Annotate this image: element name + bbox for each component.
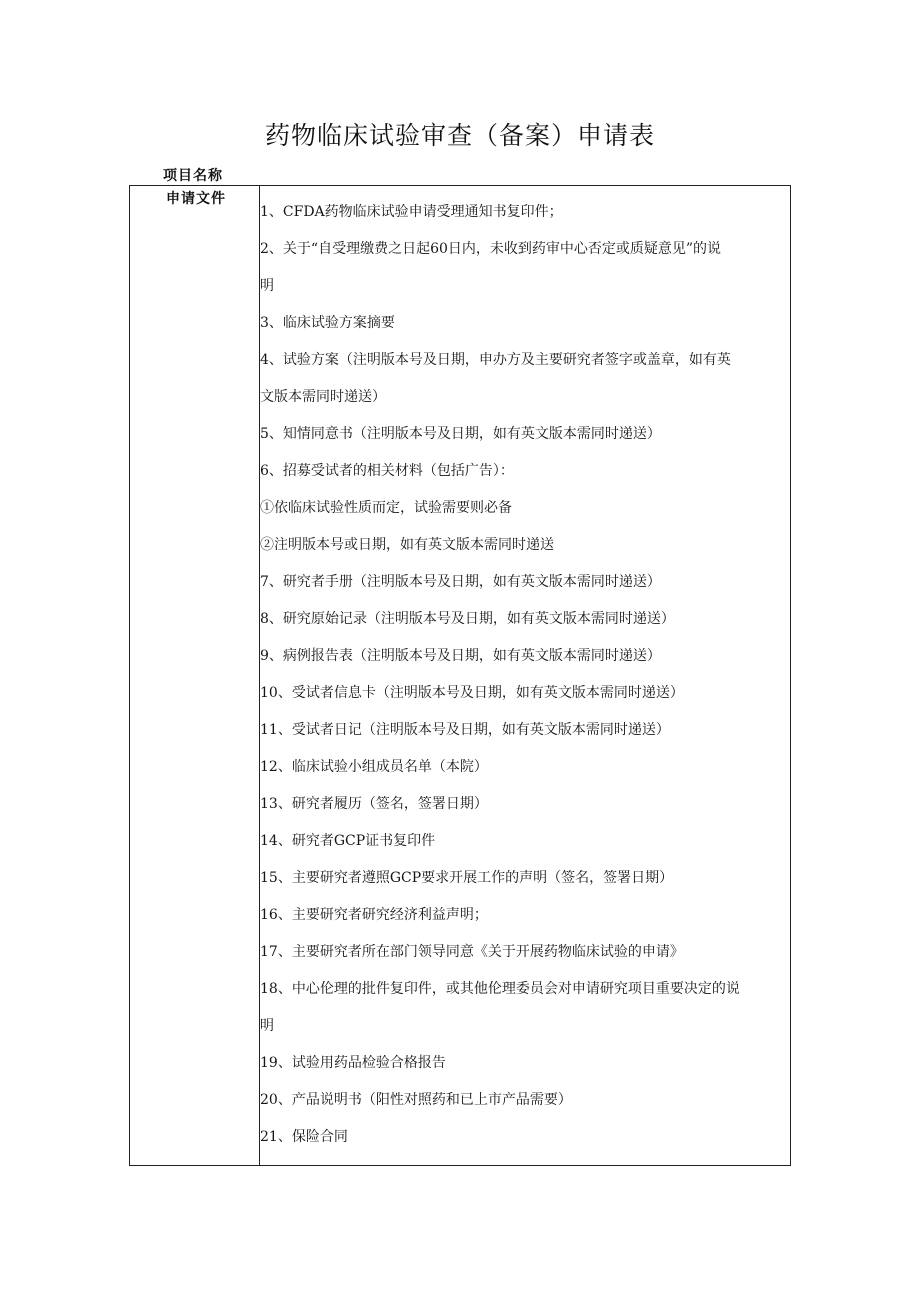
form-title: 药物临床试验审查（备案）申请表: [264, 121, 655, 150]
document-line: 2、关于“自受理缴费之日起60日内，未收到药审中心否定或质疑意见”的说: [260, 241, 722, 257]
document-line: 5、知情同意书（注明版本号及日期，如有英文版本需同时递送）: [260, 426, 661, 442]
document-line: 20、产品说明书（阳性对照药和已上市产品需要）: [260, 1092, 572, 1108]
document-line: 19、试验用药品检验合格报告: [260, 1055, 446, 1071]
document-line: 9、病例报告表（注明版本号及日期，如有英文版本需同时递送）: [260, 648, 661, 664]
application-table: [129, 185, 791, 1166]
document-line: 16、主要研究者研究经济利益声明；: [260, 907, 488, 923]
document-line: 13、研究者履历（签名，签署日期）: [260, 796, 488, 812]
document-line: 3、临床试验方案摘要: [260, 315, 395, 331]
document-line: 12、临床试验小组成员名单（本院）: [260, 759, 488, 775]
document-line: 18、中心伦理的批件复印件，或其他伦理委员会对申请研究项目重要决定的说: [260, 981, 740, 997]
document-line: 8、研究原始记录（注明版本号及日期，如有英文版本需同时递送）: [260, 611, 675, 627]
application-files-label: 申请文件: [166, 191, 226, 207]
document-line: 1、CFDA药物临床试验申请受理通知书复印件；: [260, 204, 563, 220]
document-line: 文版本需同时递送）: [260, 389, 386, 405]
document-line: 明: [260, 1018, 274, 1034]
project-name-label: 项目名称: [163, 168, 223, 184]
document-line: 21、保险合同: [260, 1129, 348, 1145]
document-line: 4、试验方案（注明版本号及日期，申办方及主要研究者签字或盖章，如有英: [260, 352, 731, 368]
document-line: 6、招募受试者的相关材料（包括广告）：: [260, 463, 514, 479]
document-line: 11、受试者日记（注明版本号及日期，如有英文版本需同时递送）: [260, 722, 670, 738]
document-line: 14、研究者GCP证书复印件: [260, 833, 436, 849]
document-line: ①依临床试验性质而定，试验需要则必备: [260, 500, 512, 516]
document-line: ②注明版本号或日期，如有英文版本需同时递送: [260, 537, 554, 553]
document-line: 15、主要研究者遵照GCP要求开展工作的声明（签名，签署日期）: [260, 870, 674, 886]
document-list: [260, 199, 790, 1161]
document-line: 7、研究者手册（注明版本号及日期，如有英文版本需同时递送）: [260, 574, 661, 590]
document-line: 17、主要研究者所在部门领导同意《关于开展药物临床试验的申请》: [260, 944, 684, 960]
document-line: 10、受试者信息卡（注明版本号及日期，如有英文版本需同时递送）: [260, 685, 684, 701]
document-line: 明: [260, 278, 274, 294]
